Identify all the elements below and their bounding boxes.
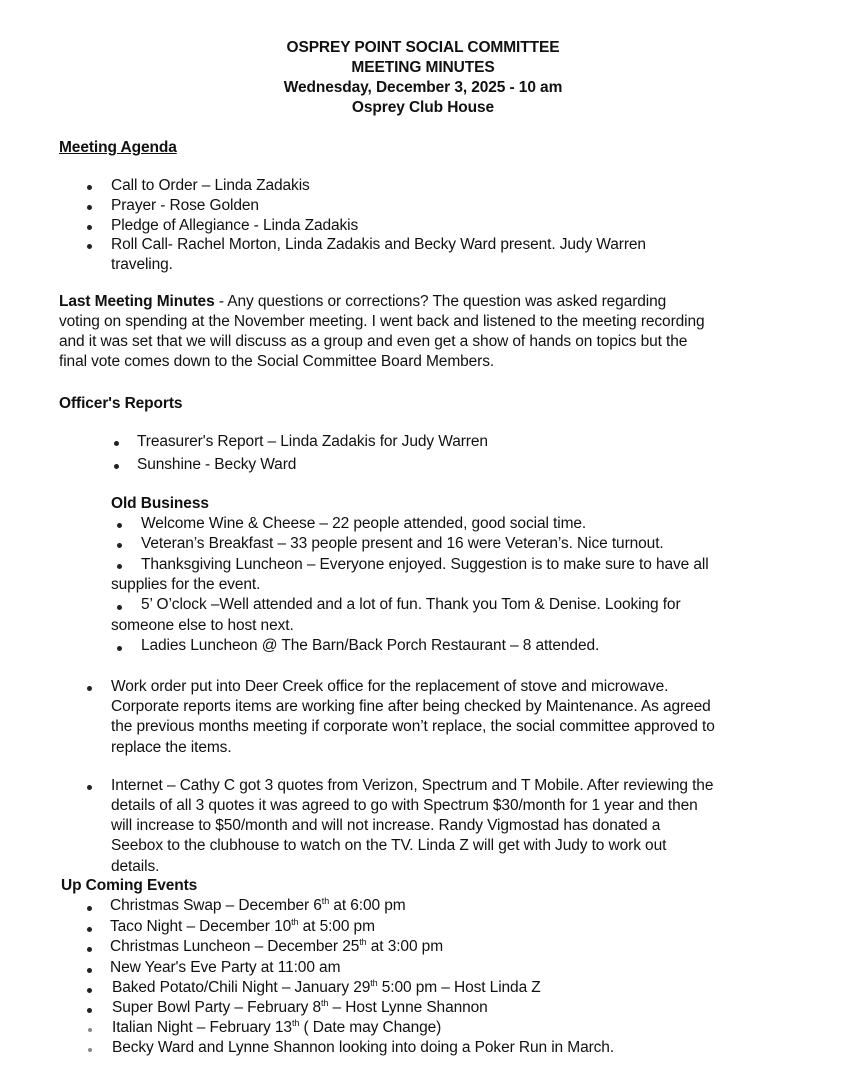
bullet-icon	[87, 185, 92, 190]
old-business-item: 5’ O’clock –Well attended and a lot of fun. Thank you Tom & Denise. Looking for	[141, 596, 681, 613]
work-order-line: the previous months meeting if corporate won’t replace, the social committee approved to	[111, 718, 715, 735]
meeting-date: Wednesday, December 3, 2025 - 10 am	[283, 79, 563, 96]
last-minutes-line: Last Meeting Minutes - Any questions or corrections? The question was asked regarding	[59, 293, 667, 310]
internet-line: details.	[111, 858, 160, 875]
officer-report-item: Sunshine - Becky Ward	[137, 456, 297, 473]
officer-report-item: Treasurer's Report – Linda Zadakis for Judy Warren	[137, 433, 488, 450]
event-item: Christmas Luncheon – December 25th at 3:00 pm	[110, 937, 444, 955]
officers-heading: Officer's Reports	[59, 395, 183, 412]
bullet-icon	[117, 646, 122, 651]
last-minutes-line: voting on spending at the November meeting. I went back and listened to the meeting recording	[59, 313, 705, 330]
agenda-item: Pledge of Allegiance - Linda Zadakis	[111, 217, 359, 234]
bullet-icon	[87, 244, 92, 249]
internet-line: will increase to $50/month and will not increase. Randy Vigmostad has donated a	[111, 817, 661, 834]
bullet-icon	[87, 906, 92, 911]
old-business-item: Ladies Luncheon @ The Barn/Back Porch Restaurant – 8 attended.	[141, 637, 600, 654]
document-header	[0, 38, 846, 118]
bullet-icon	[114, 441, 119, 446]
event-item: Taco Night – December 10th at 5:00 pm	[110, 917, 375, 935]
last-minutes-line: and it was set that we will discuss as a group and even get a show of hands on topics but the	[59, 333, 688, 350]
event-item: Italian Night – February 13th ( Date may Change)	[112, 1018, 442, 1036]
old-business-item-continuation: supplies for the event.	[111, 576, 261, 593]
event-item: Super Bowl Party – February 8th – Host Lynne Shannon	[112, 998, 488, 1016]
internet-line: details of all 3 quotes it was agreed to go with Spectrum $30/month for 1 year and then	[111, 797, 698, 814]
internet-line: Internet – Cathy C got 3 quotes from Verizon, Spectrum and T Mobile. After reviewing the	[111, 777, 714, 794]
upcoming-events-heading: Up Coming Events	[61, 877, 198, 894]
old-business-item-continuation: someone else to host next.	[111, 617, 294, 634]
bullet-icon	[117, 605, 122, 610]
meeting-location: Osprey Club House	[351, 99, 495, 116]
bullet-icon	[87, 686, 92, 691]
bullet-icon	[87, 225, 92, 230]
old-business-item: Veteran’s Breakfast – 33 people present and 16 were Veteran’s. Nice turnout.	[141, 535, 664, 552]
work-order-line: replace the items.	[111, 739, 232, 756]
committee-title: OSPREY POINT SOCIAL COMMITTEE	[286, 39, 560, 56]
bullet-icon	[117, 523, 122, 528]
work-order-line: Corporate reports items are working fine after being checked by Maintenance. As agreed	[111, 698, 711, 715]
bullet-icon	[117, 543, 122, 548]
bullet-icon	[87, 785, 92, 790]
agenda-item-continuation: traveling.	[111, 256, 173, 273]
event-item: Christmas Swap – December 6th at 6:00 pm	[110, 896, 406, 914]
bullet-icon	[87, 968, 92, 973]
work-order-line: Work order put into Deer Creek office for the replacement of stove and microwave.	[111, 678, 669, 695]
agenda-item: Call to Order – Linda Zadakis	[111, 177, 310, 194]
internet-line: Seebox to the clubhouse to watch on the TV. Linda Z will get with Judy to work out	[111, 837, 667, 854]
last-minutes-label: Last Meeting Minutes	[59, 293, 215, 310]
bullet-icon	[87, 988, 92, 993]
old-business-item: Thanksgiving Luncheon – Everyone enjoyed. Suggestion is to make sure to have all	[141, 556, 709, 573]
last-minutes-line: final vote comes down to the Social Committee Board Members.	[59, 353, 495, 370]
event-item: Baked Potato/Chili Night – January 29th 5:00 pm – Host Linda Z	[112, 978, 541, 996]
bullet-icon	[87, 205, 92, 210]
event-item: New Year's Eve Party at 11:00 am	[110, 959, 341, 976]
agenda-heading: Meeting Agenda	[59, 139, 177, 156]
agenda-item: Roll Call- Rachel Morton, Linda Zadakis and Becky Ward present. Judy Warren	[111, 236, 646, 253]
bullet-icon	[88, 1028, 92, 1032]
old-business-item: Welcome Wine & Cheese – 22 people attended, good social time.	[141, 515, 587, 532]
bullet-icon	[114, 464, 119, 469]
bullet-icon	[88, 1048, 92, 1052]
bullet-icon	[87, 947, 92, 952]
bullet-icon	[117, 564, 122, 569]
bullet-icon	[87, 1008, 92, 1013]
bullet-icon	[87, 927, 92, 932]
event-item: Becky Ward and Lynne Shannon looking into doing a Poker Run in March.	[112, 1039, 615, 1056]
old-business-heading: Old Business	[111, 495, 209, 512]
agenda-item: Prayer - Rose Golden	[111, 197, 259, 214]
document-title: MEETING MINUTES	[351, 59, 495, 76]
